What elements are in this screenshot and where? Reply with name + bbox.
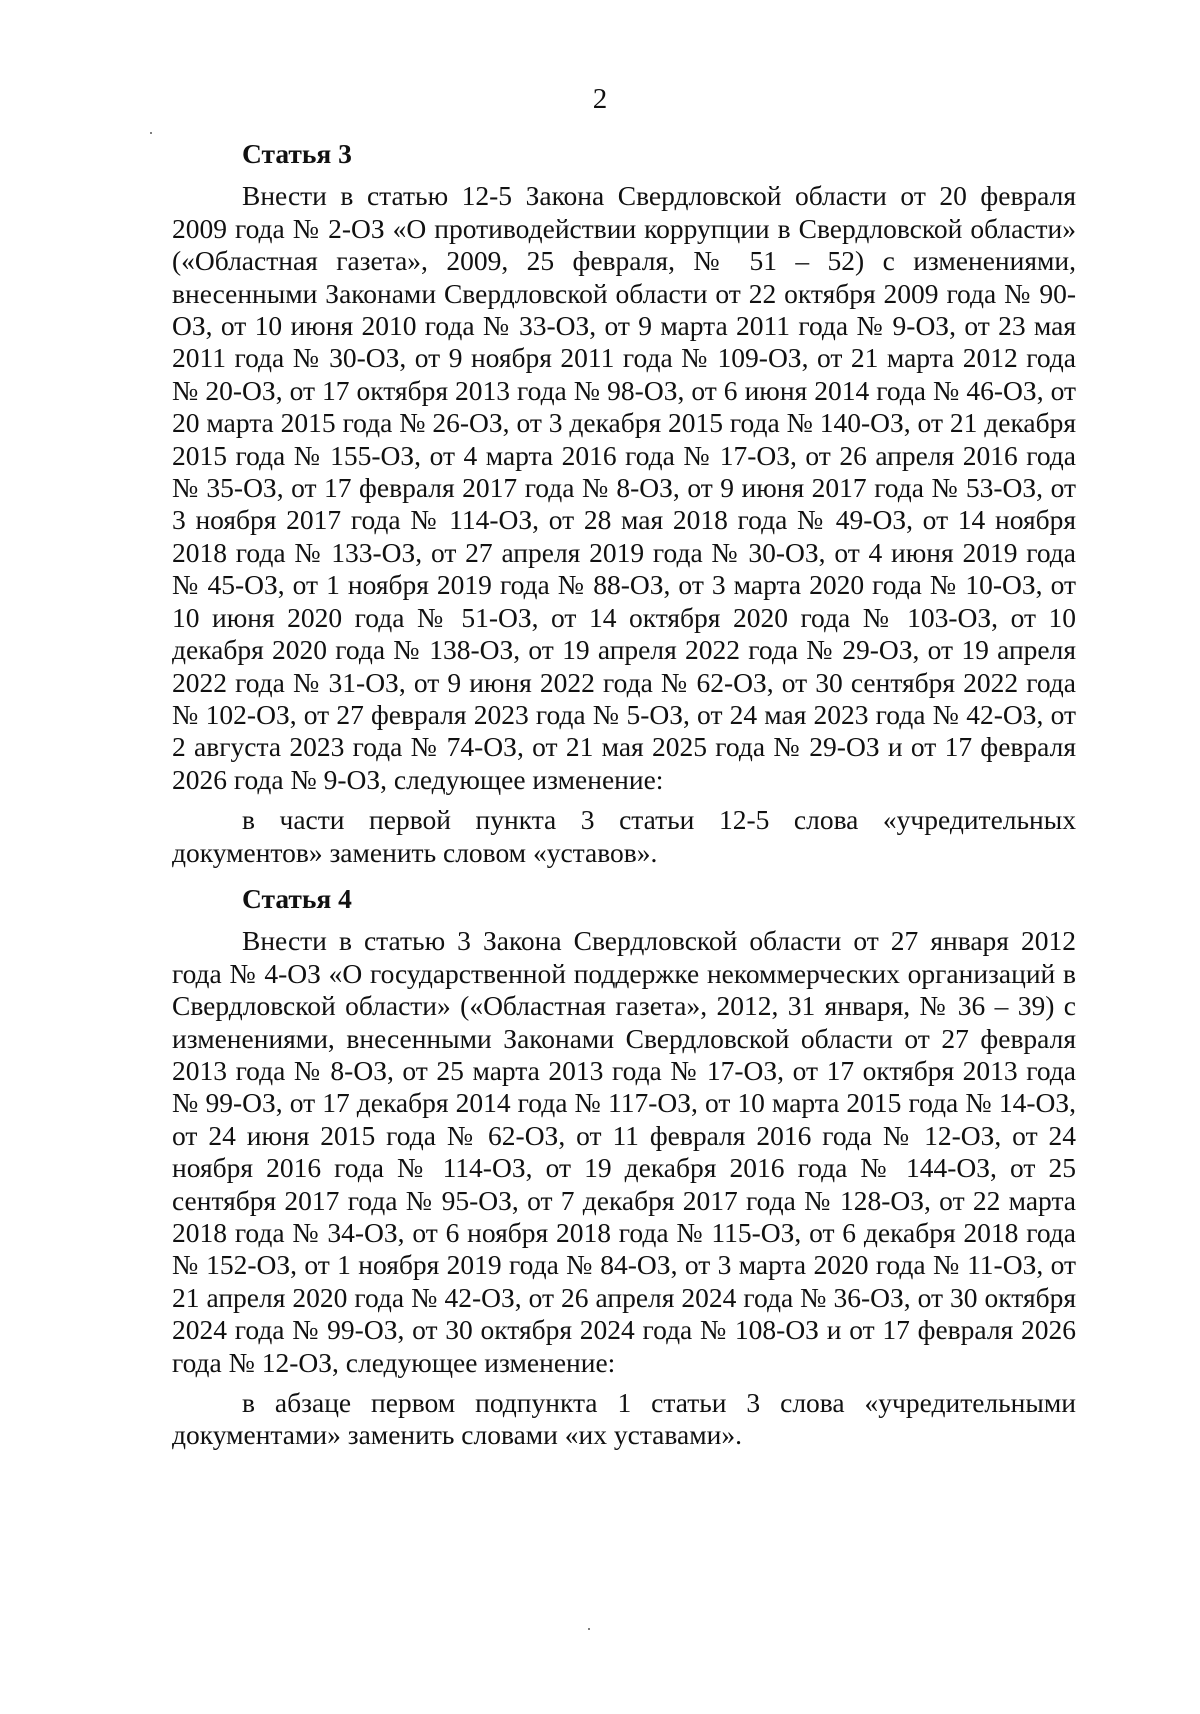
article-paragraph: Внести в статью 12-5 Закона Свердловской области от 20 февраля 2009 года № 2-ОЗ «О противодействии коррупции в Свердловской области» («Областная газета», 2009, 25 февраля, № 51 – 52) с изменениями, внесенными Законами Свердловской области от 22 октября 2009 года № 90-ОЗ, от 10 июня 2010 года № 33-ОЗ, от 9 марта 2011 года № 9-ОЗ, от 23 мая 2011 года № 30-ОЗ, от 9 ноября 2011 года № 109-ОЗ, от 21 марта 2012 года № 20-ОЗ, от 17 октября 2013 года № 98-ОЗ, от 6 июня 2014 года № 46-ОЗ, от 20 марта 2015 года № 26-ОЗ, от 3 декабря 2015 года № 140-ОЗ, от 21 декабря 2015 года № 155-ОЗ, от 4 марта 2016 года № 17-ОЗ, от 26 апреля 2016 года № 35-ОЗ, от 17 февраля 2017 года № 8-ОЗ, от 9 июня 2017 года № 53-ОЗ, от 3 ноября 2017 года № 114-ОЗ, от 28 мая 2018 года № 49-ОЗ, от 14 ноября 2018 года № 133-ОЗ, от 27 апреля 2019 года № 30-ОЗ, от 4 июня 2019 года № 45-ОЗ, от 1 ноября 2019 года № 88-ОЗ, от 3 марта 2020 года № 10-ОЗ, от 10 июня 2020 года № 51-ОЗ, от 14 октября 2020 года № 103-ОЗ, от 10 декабря 2020 года № 138-ОЗ, от 19 апреля 2022 года № 29-ОЗ, от 19 апреля 2022 года № 31-ОЗ, от 9 июня 2022 года № 62-ОЗ, от 30 сентября 2022 года № 102-ОЗ, от 27 февраля 2023 года № 5-ОЗ, от 24 мая 2023 года № 42-ОЗ, от 2 августа 2023 года № 74-ОЗ, от 21 мая 2025 года № 29-ОЗ и от 17 февраля 2026 года № 9-ОЗ, следующее изменение: bbox=[172, 180, 1076, 795]
article-heading: Статья 3 bbox=[242, 138, 352, 169]
article-paragraph: Внести в статью 3 Закона Свердловской области от 27 января 2012 года № 4-ОЗ «О государственной поддержке некоммерческих организаций в Свердловской области» («Областная газета», 2012, 31 января, № 36 – 39) с изменениями, внесенными Законами Свердловской области от 27 февраля 2013 года № 8-ОЗ, от 25 марта 2013 года № 17-ОЗ, от 17 октября 2013 года № 99-ОЗ, от 17 декабря 2014 года № 117-ОЗ, от 10 марта 2015 года № 14-ОЗ, от 24 июня 2015 года № 62-ОЗ, от 11 февраля 2016 года № 12-ОЗ, от 24 ноября 2016 года № 114-ОЗ, от 19 декабря 2016 года № 144-ОЗ, от 25 сентября 2017 года № 95-ОЗ, от 7 декабря 2017 года № 128-ОЗ, от 22 марта 2018 года № 34-ОЗ, от 6 ноября 2018 года № 115-ОЗ, от 6 декабря 2018 года № 152-ОЗ, от 1 ноября 2019 года № 84-ОЗ, от 3 марта 2020 года № 11-ОЗ, от 21 апреля 2020 года № 42-ОЗ, от 26 апреля 2024 года № 36-ОЗ, от 30 октября 2024 года № 99-ОЗ, от 30 октября 2024 года № 108-ОЗ и от 17 февраля 2026 года № 12-ОЗ, следующее изменение: bbox=[172, 925, 1076, 1378]
article-paragraph: в абзаце первом подпункта 1 статьи 3 слова «учредительными документами» заменить словами «их уставами». bbox=[172, 1387, 1076, 1451]
document-body bbox=[172, 138, 1076, 1466]
page-number: 2 bbox=[592, 83, 608, 115]
scan-speck bbox=[588, 1628, 590, 1630]
article-paragraph: в части первой пункта 3 статьи 12-5 слова «учредительных документов» заменить словом «уставов». bbox=[172, 804, 1076, 868]
article-3 bbox=[172, 138, 1076, 869]
article-heading: Статья 4 bbox=[242, 882, 352, 914]
scan-speck bbox=[150, 132, 152, 134]
article-body bbox=[172, 180, 1076, 869]
article-4 bbox=[172, 883, 1076, 1452]
article-body bbox=[172, 925, 1076, 1452]
